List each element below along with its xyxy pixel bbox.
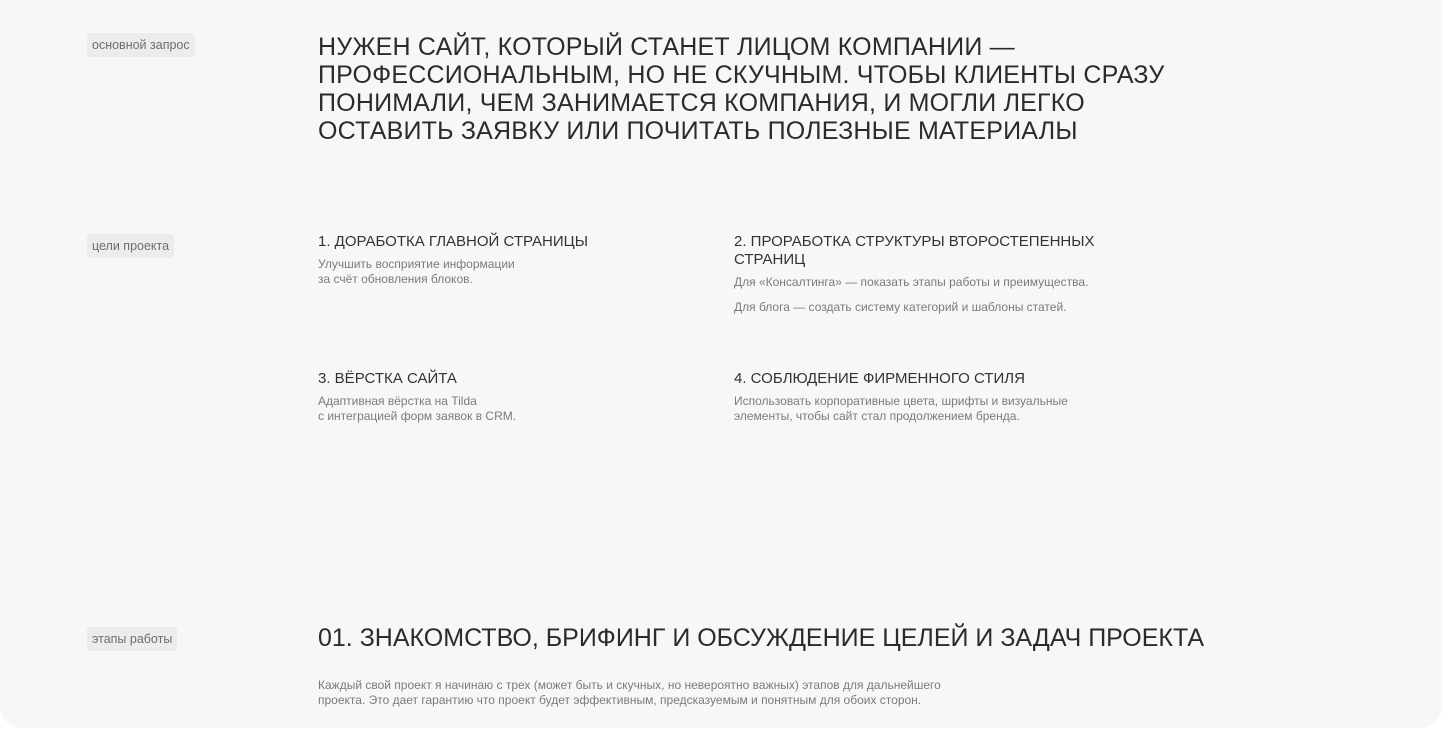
goal-description-line: Использовать корпоративные цвета, шрифты и визуальные: [734, 394, 1068, 408]
stage-description-line: проекта. Это дает гарантию что проект будет эффективным, предсказуемым и понятным для обоих сторон.: [318, 693, 922, 707]
section-tag-work-stages: этапы работы: [87, 627, 177, 651]
goal-item-3: [318, 370, 698, 424]
goal-title-line: 4. СОБЛЮДЕНИЕ ФИРМЕННОГО СТИЛЯ: [734, 370, 1025, 387]
headline-line: ПРОФЕССИОНАЛЬНЫМ, НО НЕ СКУЧНЫМ. ЧТОБЫ КЛИЕНТЫ СРАЗУ: [318, 61, 1165, 89]
headline-line: ОСТАВИТЬ ЗАЯВКУ ИЛИ ПОЧИТАТЬ ПОЛЕЗНЫЕ МАТЕРИАЛЫ: [318, 117, 1078, 145]
goal-description: [318, 394, 698, 424]
goal-title-line: 2. ПРОРАБОТКА СТРУКТУРЫ ВТОРОСТЕПЕННЫХ: [734, 233, 1095, 250]
stage-title: 01. ЗНАКОМСТВО, БРИФИНГ И ОБСУЖДЕНИЕ ЦЕЛЕЙ И ЗАДАЧ ПРОЕКТА: [318, 624, 1205, 652]
main-request-headline: [318, 33, 1238, 145]
goal-description: [734, 275, 1154, 290]
section-tag-project-goals: цели проекта: [87, 234, 174, 258]
goal-description-line: Улучшить восприятие информации: [318, 257, 515, 271]
goal-description: [734, 300, 1154, 315]
goal-item-2: [734, 233, 1154, 315]
goal-title: [318, 233, 698, 251]
headline-line: ПОНИМАЛИ, ЧЕМ ЗАНИМАЕТСЯ КОМПАНИЯ, И МОГЛИ ЛЕГКО: [318, 89, 1085, 117]
goal-title: [734, 233, 1154, 269]
goal-title-line: 1. ДОРАБОТКА ГЛАВНОЙ СТРАНИЦЫ: [318, 233, 588, 250]
goal-description-line: элементы, чтобы сайт стал продолжением бренда.: [734, 409, 1020, 423]
goal-title: [318, 370, 698, 388]
goal-item-4: [734, 370, 1154, 424]
goal-title-line: СТРАНИЦ: [734, 251, 806, 268]
goal-description-line: Адаптивная вёрстка на Tilda: [318, 394, 477, 408]
stage-description-line: Каждый свой проект я начинаю с трех (может быть и скучных, но невероятно важных) этапов для дальнейшего: [318, 678, 941, 692]
goal-description: [734, 394, 1154, 424]
goal-title: [734, 370, 1154, 388]
goal-description-line: Для блога — создать систему категорий и шаблоны статей.: [734, 300, 1067, 314]
stage-description: [318, 678, 1038, 708]
goal-description: [318, 257, 698, 287]
section-tag-main-request: основной запрос: [87, 33, 195, 57]
goal-item-1: [318, 233, 698, 287]
goal-description-line: за счёт обновления блоков.: [318, 272, 473, 286]
goal-description-line: Для «Консалтинга» — показать этапы работы и преимущества.: [734, 275, 1089, 289]
goal-title-line: 3. ВЁРСТКА САЙТА: [318, 370, 457, 387]
goal-description-line: с интеграцией форм заявок в CRM.: [318, 409, 517, 423]
headline-line: НУЖЕН САЙТ, КОТОРЫЙ СТАНЕТ ЛИЦОМ КОМПАНИИ —: [318, 33, 1015, 61]
